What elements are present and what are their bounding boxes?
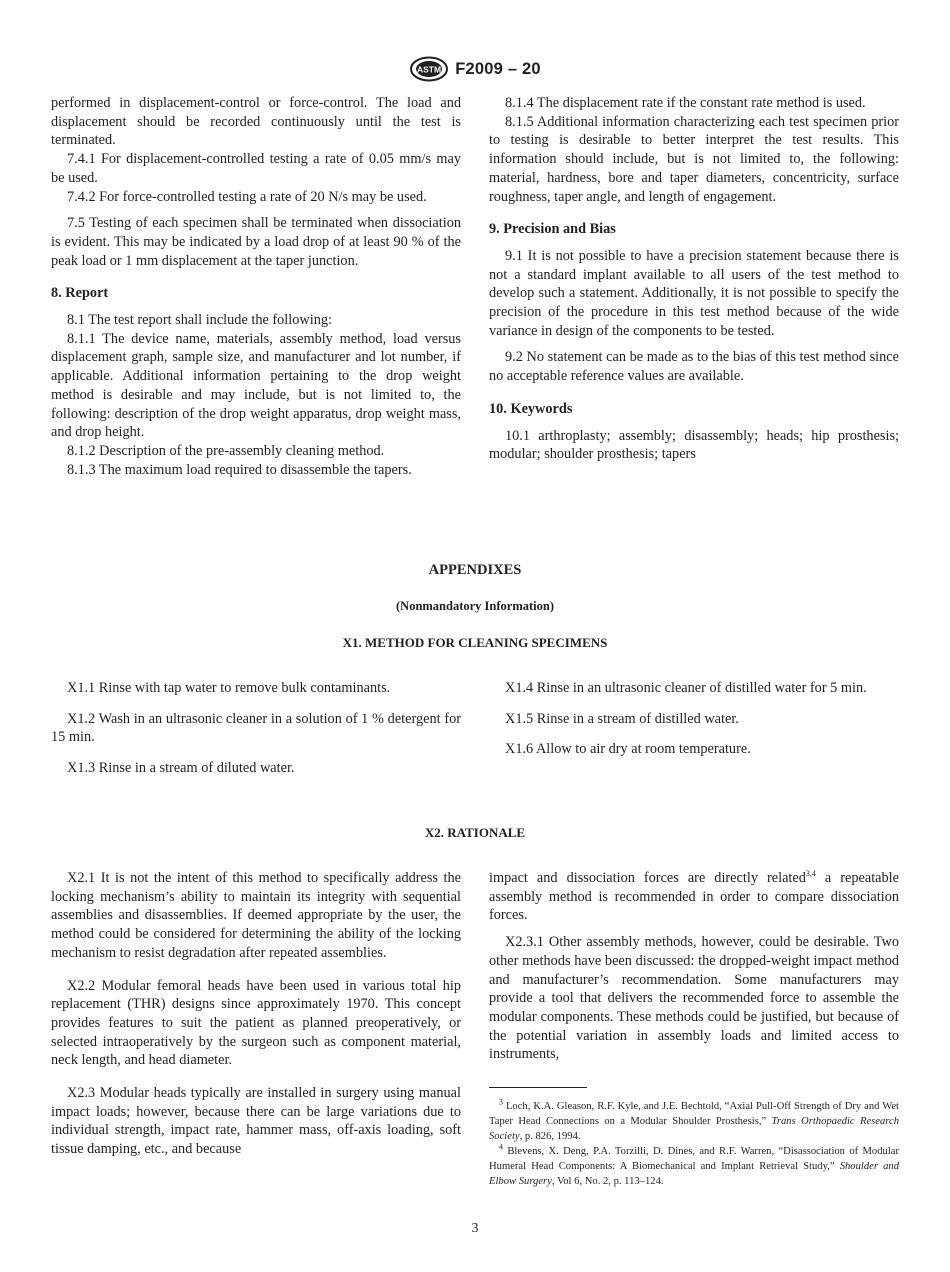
page-header bbox=[0, 56, 950, 82]
x1-left-column bbox=[51, 679, 461, 778]
footnotes bbox=[489, 1099, 899, 1189]
section-heading-precision-bias: 9. Precision and Bias bbox=[489, 221, 616, 238]
paragraph-x1-5: X1.5 Rinse in a stream of distilled water. bbox=[505, 710, 739, 727]
document-id: F2009 – 20 bbox=[455, 59, 541, 78]
footnote-divider bbox=[489, 1087, 587, 1088]
paragraph-10-1: 10.1 arthroplasty; assembly; disassembly; heads; hip prosthesis; modular; shoulder prosthesis; tapers bbox=[489, 427, 899, 463]
paragraph-x2-3-1: X2.3.1 Other assembly methods, however, could be desirable. Two other methods have been discussed: the dropped-weight impact method and manufacturer’s recommendation. Some manufacturers may provide a tool that delivers the recommended force to assemble the modular components. These methods could be justified, but because of the potential variation in assembly loads and limited access to instruments, bbox=[489, 934, 899, 1063]
x2-3-continued-text: impact and dissociation forces are directly related bbox=[489, 870, 806, 886]
paragraph-7-4-2: 7.4.2 For force-controlled testing a rate of 20 N/s may be used. bbox=[67, 188, 427, 205]
appendixes-title: APPENDIXES bbox=[428, 562, 522, 578]
x1-heading: X1. METHOD FOR CLEANING SPECIMENS bbox=[342, 635, 608, 650]
paragraph-x1-2: X1.2 Wash in an ultrasonic cleaner in a solution of 1 % detergent for 15 min. bbox=[51, 710, 461, 746]
paragraph-8-1-5: 8.1.5 Additional information characterizing each test specimen prior to testing is desirable to better interpret the test results. This information should include, but is not limited to, the following: material, hardness, bore and taper diameters, concentricity, surface roughness, taper angle, and length of engagement. bbox=[489, 113, 899, 205]
paragraph-8-1: 8.1 The test report shall include the following: bbox=[67, 312, 332, 329]
footnote-3 bbox=[489, 1099, 899, 1144]
paragraph-x1-4: X1.4 Rinse in an ultrasonic cleaner of distilled water for 5 min. bbox=[505, 680, 867, 696]
paragraph-8-1-2: 8.1.2 Description of the pre-assembly cleaning method. bbox=[67, 442, 385, 459]
paragraph-x2-3: X2.3 Modular heads typically are installed in surgery using manual impact loads; however, because there can be large variations due to individual strength, impact rate, hammer mass, off-axis loading, soft tissue damping, etc., and because bbox=[51, 1085, 461, 1158]
paragraph-x1-6: X1.6 Allow to air dry at room temperature. bbox=[505, 741, 751, 758]
footnote-3-journal: Trans Orthopaedic Research Society bbox=[489, 1116, 899, 1142]
footnote-ref-3-4: 3,4 bbox=[805, 869, 816, 879]
footnote-4-journal: Shoulder and Elbow Surgery bbox=[489, 1161, 899, 1187]
x1-right-column bbox=[489, 679, 899, 759]
paragraph-x2-1: X2.1 It is not the intent of this method to specifically address the locking mechanism’s ability to maintain its integrity with sequential assemblies and disassemblies. If deemed appropriate by the user, the method could be considered for determining the ability of the locking mechanism to resist degradation after repeated assemblies. bbox=[51, 870, 461, 961]
footnote-3-text: Loch, K.A. Gleason, R.F. Kyle, and J.E. Bechtold, “Axial Pull-Off Strength of Dry and Wet Taper Head Connections on a Modular Shoulder Prosthesis,” bbox=[489, 1101, 899, 1127]
section-heading-report: 8. Report bbox=[51, 285, 109, 302]
footnote-4-end: , Vol 6, No. 2, p. 113–124. bbox=[551, 1176, 664, 1187]
footnote-3-number: 3 bbox=[499, 1097, 503, 1107]
top-right-column bbox=[489, 94, 899, 464]
page-number: 3 bbox=[471, 1221, 479, 1236]
paragraph-7-5: 7.5 Testing of each specimen shall be terminated when dissociation is evident. This may be indicated by a load drop of at least 90 % of the peak load or 1 mm displacement at the taper junction. bbox=[51, 215, 461, 269]
appendixes-subtitle: (Nonmandatory Information) bbox=[396, 599, 554, 613]
footnote-3-end: , p. 826, 1994. bbox=[519, 1131, 581, 1142]
top-left-column bbox=[51, 94, 461, 479]
paragraph-7-4-1: 7.4.1 For displacement-controlled testing a rate of 0.05 mm/s may be used. bbox=[51, 151, 461, 186]
x2-3-continued-text-end: a repeatable assembly method is recommended in order to compare dissociation forces. bbox=[489, 870, 899, 924]
paragraph-x1-3: X1.3 Rinse in a stream of diluted water. bbox=[67, 760, 295, 777]
paragraph-8-1-3: 8.1.3 The maximum load required to disassemble the tapers. bbox=[67, 461, 412, 478]
section-heading-keywords: 10. Keywords bbox=[489, 400, 573, 417]
paragraph-8-1-1: 8.1.1 The device name, materials, assembly method, load versus displacement graph, sample size, and manufacturer and lot number, if applicable. Additional information pertaining to the drop weight method is desirable and may include, but is not limited to, the following: description of the drop weight apparatus, drop weight mass, and drop height. bbox=[51, 330, 461, 441]
svg-text:ASTM: ASTM bbox=[417, 64, 442, 75]
astm-logo-icon bbox=[409, 56, 449, 82]
footnote-4-number: 4 bbox=[499, 1142, 503, 1152]
paragraph-x2-3-continued bbox=[489, 869, 899, 925]
x2-right-column bbox=[489, 869, 899, 1064]
footnote-4-text: Blevens, X. Deng, P.A. Torzilli, D. Dines, and R.F. Warren, “Disassociation of Modular Humeral Head Components: A Biomechanical and Implant Retrieval Study,” bbox=[489, 1146, 899, 1172]
paragraph-7-4-continued: performed in displacement-control or force-control. The load and displacement should be recorded continuously until the test is terminated. bbox=[51, 95, 461, 149]
paragraph-x1-1: X1.1 Rinse with tap water to remove bulk contaminants. bbox=[67, 680, 391, 696]
paragraph-9-2: 9.2 No statement can be made as to the bias of this test method since no acceptable reference values are available. bbox=[489, 349, 899, 385]
paragraph-8-1-4: 8.1.4 The displacement rate if the constant rate method is used. bbox=[505, 95, 866, 111]
x2-left-column bbox=[51, 869, 461, 1159]
paragraph-9-1: 9.1 It is not possible to have a precision statement because there is not a standard implant available to all users of the test method to develop such a statement. Additionally, it is not possible to specify the precision of the procedure in this test method because of the wide variance in design of the components to be tested. bbox=[489, 247, 899, 339]
paragraph-x2-2: X2.2 Modular femoral heads have been used in various total hip replacement (THR) designs since approximately 1970. This concept provides features to suit the patient as planned preoperatively, or selected intraoperatively by the surgeon such as component material, neck length, and head diameter. bbox=[51, 977, 461, 1069]
x2-heading: X2. RATIONALE bbox=[424, 825, 526, 840]
footnote-4 bbox=[489, 1144, 899, 1189]
